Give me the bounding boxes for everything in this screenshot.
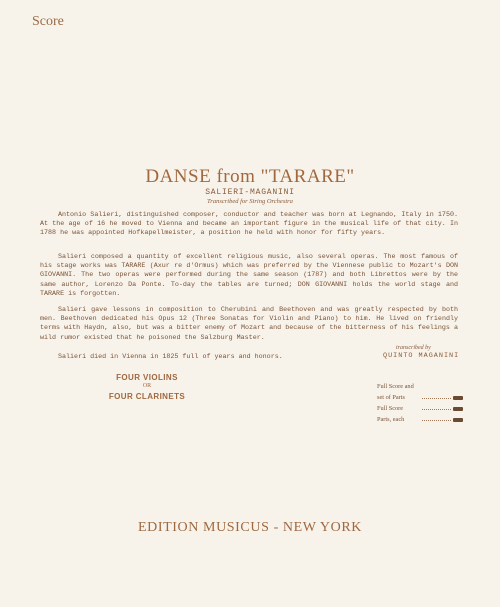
composer-credit: SALIERI-MAGANINI bbox=[205, 188, 295, 197]
price-value-obscured bbox=[453, 396, 463, 400]
instrumentation-line-2: FOUR CLARINETS bbox=[108, 392, 186, 401]
price-label: Parts, each bbox=[377, 416, 405, 423]
price-row bbox=[377, 394, 463, 405]
score-label: Score bbox=[32, 14, 64, 29]
price-list bbox=[377, 383, 463, 427]
instrumentation-or: OR bbox=[142, 383, 152, 389]
transcriber-name: QUINTO MAGANINI bbox=[383, 352, 460, 360]
price-row bbox=[377, 416, 463, 427]
price-label: set of Parts bbox=[377, 394, 405, 401]
price-row bbox=[377, 383, 463, 394]
price-label: Full Score bbox=[377, 405, 404, 412]
price-value-obscured bbox=[453, 407, 463, 411]
page-title: DANSE from "TARARE" bbox=[145, 166, 355, 187]
dot-leader bbox=[422, 420, 451, 421]
biography-paragraph-2: Salieri composed a quantity of excellent religious music, also several operas. The most famous of his stage works was TARARE (Axur re d'Ormus) which was preferred by the Viennese public to Mozart's DON GIOVANNI. The two operas were performed during the same season (1787) and both Librettos were by the same author, Lorenzo Da Ponte. To-day the tables are turned; DON GIOVANNI holds the world stage and TARARE is forgotten. bbox=[40, 253, 458, 298]
dot-leader bbox=[422, 409, 451, 410]
price-row bbox=[377, 405, 463, 416]
transcription-note: Transcribed for String Orchestra bbox=[207, 198, 293, 205]
biography-paragraph-3: Salieri gave lessons in composition to Cherubini and Beethoven and was greatly respected by both men. Beethoven dedicated his Opus 12 (Three Sonatas for Violin and Piano) to him. He lived on friendly terms with Haydn, also, but was a bitter enemy of Mozart and because of the bitterness of his feelings a wild rumor existed that he poisoned the Salzburg Master. bbox=[40, 306, 458, 342]
dot-leader bbox=[422, 398, 451, 399]
biography-paragraph-1: Antonio Salieri, distinguished composer, conductor and teacher was born at Legnando, Italy in 1750. At the age of 16 he moved to Vienna and became an important figure in the musical life of that city. In 1788 he was appointed Hofkapellmeister, a position he held with honor for fifty years. bbox=[40, 211, 458, 238]
instrumentation-line-1: FOUR VIOLINS bbox=[116, 373, 178, 382]
transcriber-label: transcribed by bbox=[396, 345, 431, 351]
publisher-name: EDITION MUSICUS - NEW YORK bbox=[137, 520, 363, 535]
biography-paragraph-4: Salieri died in Vienna in 1825 full of years and honors. bbox=[58, 353, 283, 361]
price-label: Full Score and bbox=[377, 383, 414, 390]
price-value-obscured bbox=[453, 418, 463, 422]
